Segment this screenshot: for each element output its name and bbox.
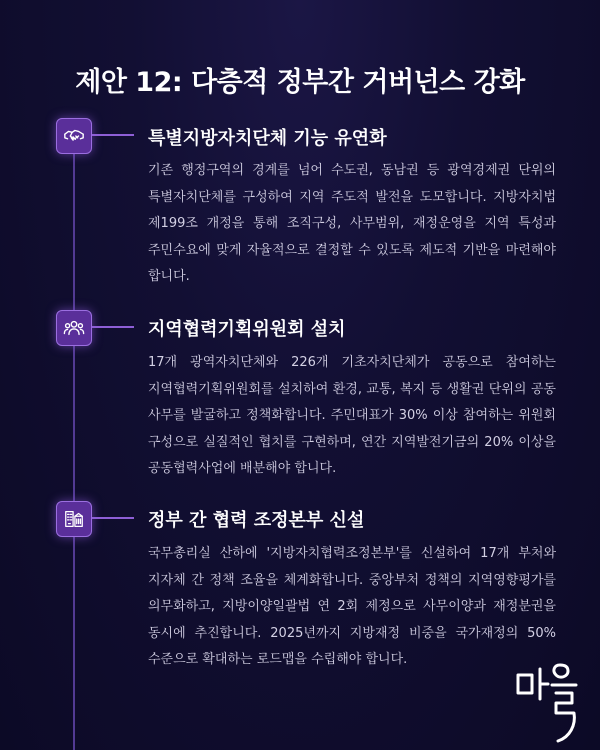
section-body: 기존 행정구역의 경계를 넘어 수도권, 동남권 등 광역경제권 단위의 특별자치단체를 구성하여 지역 주도적 발전을 도모합니다. 지방자치법 제199조 개정을 통해 조직구성, 사무범위, 재정운영을 지역 특성과 주민수요에 맞게 자율적으로 결정할 수 있도록 제도적 기반을 마련해야 합니다.	[148, 163, 556, 284]
section-body: 국무총리실 산하에 '지방자치협력조정본부'를 신설하여 17개 부처와 지자체 간 정책 조율을 체계화합니다. 중앙부처 정책의 지역영향평가를 의무화하고, 지방이양일괄법 연 2회 제정으로 사무이양과 재정분권을 동시에 추진합니다. 2025년까지 지방재정 비중을 국가재정의 50% 수준으로 확대하는 로드맵을 수립해야 합니다.	[148, 546, 556, 667]
government-building-icon	[56, 501, 92, 537]
section-body: 17개 광역자치단체와 226개 기초자치단체가 공동으로 참여하는 지역협력기획위원회를 설치하여 환경, 교통, 복지 등 생활권 단위의 공동 사무를 발굴하고 정책화합니다. 주민대표가 30% 이상 참여하는 위원회 구성으로 실질적인 협치를 구현하며, 연간 지역발전기금의 20% 이상을 공동협력사업에 배분해야 합니다.	[148, 355, 556, 476]
connector-line	[92, 134, 134, 136]
handshake-icon	[56, 118, 92, 154]
connector-line	[92, 517, 134, 519]
section-title: 정부 간 협력 조정본부 신설	[148, 510, 365, 531]
maeul-logo	[510, 655, 590, 745]
page-title: 제안 12: 다층적 정부간 거버넌스 강화	[75, 67, 525, 98]
section-title: 특별지방자치단체 기능 유연화	[148, 128, 387, 149]
timeline-line	[73, 118, 75, 750]
people-group-icon	[56, 310, 92, 346]
section-title: 지역협력기획위원회 설치	[148, 319, 346, 340]
connector-line	[92, 326, 134, 328]
